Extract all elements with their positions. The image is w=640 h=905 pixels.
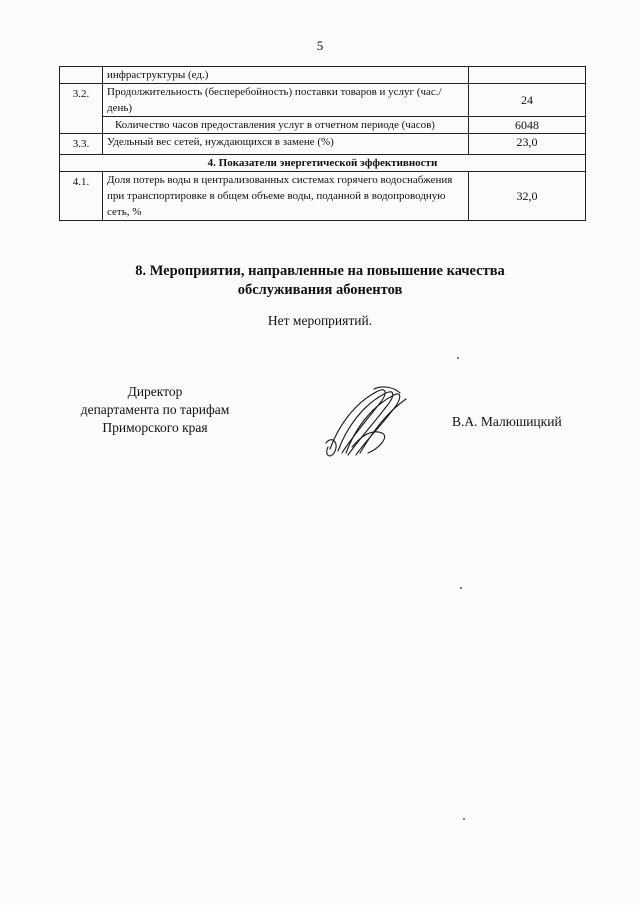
- row-description: Продолжительность (бесперебойность) поставки товаров и услуг (час./день): [103, 84, 469, 117]
- signer-position-line2: департамента по тарифам: [80, 402, 230, 417]
- signer-position-line1: Директор: [127, 384, 183, 399]
- table-row: [60, 134, 586, 155]
- page-number: 5: [316, 38, 324, 53]
- section-8-heading: [0, 262, 640, 300]
- scan-speck: [463, 818, 465, 820]
- table-row: [60, 117, 586, 134]
- row-description: [103, 117, 469, 134]
- signer-name: В.А. Малюшицкий: [452, 414, 562, 429]
- row-description-text: Количество часов предоставления услуг в отчетном периоде (часов): [115, 119, 435, 131]
- section-8-heading-line2: обслуживания абонентов: [237, 282, 403, 298]
- section-4-title: 4. Показатели энергетической эффективности: [60, 155, 586, 172]
- row-number: 3.3.: [60, 134, 103, 155]
- row-value: 6048: [469, 117, 586, 134]
- row-value: 32,0: [469, 172, 586, 221]
- section-8-body: Нет мероприятий.: [267, 313, 373, 328]
- row-value: 24: [469, 84, 586, 117]
- indicators-table: [59, 66, 586, 221]
- row-description: Доля потерь воды в централизованных системах горячего водоснабжения при транспортировке в общем объеме воды, поданной в водопроводную сеть, %: [103, 172, 469, 221]
- table-row: [60, 172, 586, 221]
- handwritten-signature: [316, 383, 416, 463]
- row-value: [469, 67, 586, 84]
- row-number: 4.1.: [60, 172, 103, 221]
- row-number: [60, 67, 103, 84]
- row-value: 23,0: [469, 134, 586, 155]
- row-number: 3.2.: [60, 84, 103, 134]
- table-row: [60, 84, 586, 117]
- scan-speck: [460, 587, 462, 589]
- signer-position: [60, 383, 250, 437]
- table-row: [60, 67, 586, 84]
- signer-position-line3: Приморского края: [102, 420, 208, 435]
- row-description: Удельный вес сетей, нуждающихся в замене (%): [103, 134, 469, 155]
- scan-speck: [457, 357, 459, 359]
- row-description: инфраструктуры (ед.): [103, 67, 469, 84]
- section-header-row: [60, 155, 586, 172]
- section-8-heading-line1: 8. Мероприятия, направленные на повышение качества: [135, 263, 505, 279]
- signature-graphic: [316, 383, 416, 463]
